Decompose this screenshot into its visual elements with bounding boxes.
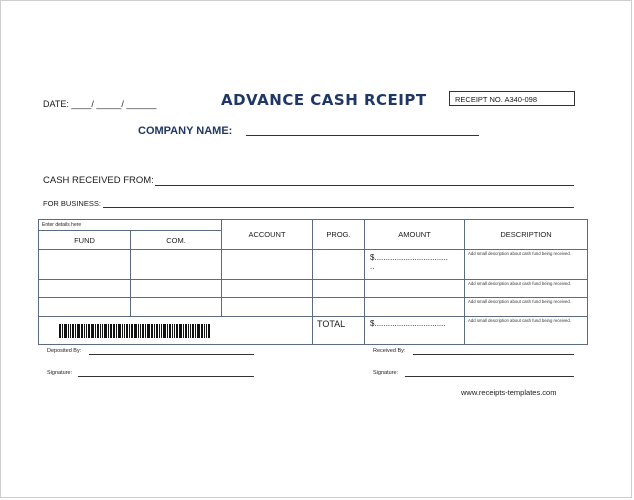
account-cell[interactable] xyxy=(222,250,313,280)
barcode-image xyxy=(59,324,312,338)
for-business-line xyxy=(103,207,574,208)
description-cell[interactable]: Add small description about cash fund being received. xyxy=(465,298,588,317)
amount-cell[interactable] xyxy=(365,250,465,280)
col-com: COM. xyxy=(131,231,222,250)
total-description[interactable]: Add small description about cash fund being received. xyxy=(465,317,588,345)
col-prog: PROG. xyxy=(313,220,365,250)
table-row xyxy=(39,280,588,298)
amount-cell[interactable] xyxy=(365,280,465,298)
deposited-by-line[interactable] xyxy=(89,354,254,355)
description-cell[interactable]: Add small description about cash fund being received. xyxy=(465,280,588,298)
receipt-table xyxy=(38,219,588,345)
deposited-by-label: Deposited By: xyxy=(47,348,82,354)
amount-cell[interactable] xyxy=(365,298,465,317)
prog-cell[interactable] xyxy=(313,250,365,280)
signature-left-line[interactable] xyxy=(78,376,254,377)
account-cell[interactable] xyxy=(222,298,313,317)
prog-cell[interactable] xyxy=(313,280,365,298)
barcode-cell xyxy=(39,317,313,345)
col-fund: FUND xyxy=(39,231,131,250)
fund-cell[interactable] xyxy=(39,280,131,298)
company-name-label: COMPANY NAME: xyxy=(138,125,233,137)
fund-cell[interactable] xyxy=(39,298,131,317)
details-hint: Enter details here xyxy=(39,220,222,231)
total-label: TOTAL xyxy=(313,317,365,345)
com-cell[interactable] xyxy=(131,298,222,317)
total-row xyxy=(39,317,588,345)
col-amount: AMOUNT xyxy=(365,220,465,250)
amount-value: $................................. xyxy=(370,253,448,262)
col-description: DESCRIPTION xyxy=(465,220,588,250)
receipt-number-box: RECEIPT NO. A340-098 xyxy=(449,91,575,106)
cash-received-line xyxy=(155,185,574,186)
com-cell[interactable] xyxy=(131,280,222,298)
website-link[interactable]: www.receipts-templates.com xyxy=(461,388,557,397)
amount-extra: .. xyxy=(370,262,375,271)
signature-left-label: Signature: xyxy=(47,370,73,376)
cash-received-label: CASH RECEIVED FROM: xyxy=(43,175,154,186)
total-amount[interactable]: $................................ xyxy=(365,317,465,345)
for-business-label: FOR BUSINESS: xyxy=(43,199,101,208)
description-cell[interactable]: Add small description about cash fund being received. xyxy=(465,250,588,280)
col-account: ACCOUNT xyxy=(222,220,313,250)
date-label: DATE: ____/ _____/ ______ xyxy=(43,99,157,109)
signature-right-line[interactable] xyxy=(405,376,574,377)
table-row xyxy=(39,250,588,280)
company-name-line xyxy=(246,135,479,136)
prog-cell[interactable] xyxy=(313,298,365,317)
table-row xyxy=(39,298,588,317)
received-by-label: Received By: xyxy=(373,348,406,354)
signature-right-label: Signature: xyxy=(373,370,399,376)
com-cell[interactable] xyxy=(131,250,222,280)
fund-cell[interactable] xyxy=(39,250,131,280)
account-cell[interactable] xyxy=(222,280,313,298)
received-by-line[interactable] xyxy=(413,354,574,355)
receipt-title: ADVANCE CASH RCEIPT xyxy=(221,91,427,109)
